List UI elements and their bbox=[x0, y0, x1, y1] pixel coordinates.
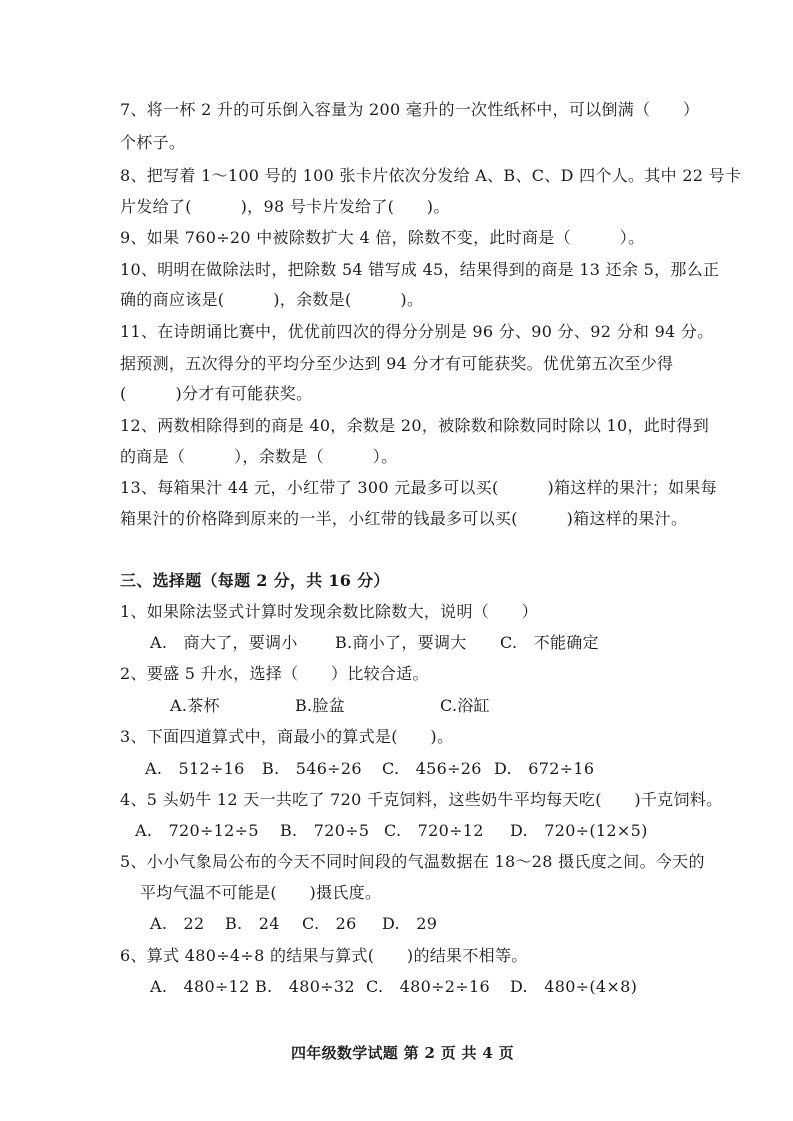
question-8-line-2: 片发给了( )，98 号卡片发给了( )。 bbox=[120, 197, 450, 216]
choice-3-stem: 3、下面四道算式中，商最小的算式是( )。 bbox=[120, 727, 454, 746]
choice-5-stem-line-2: 平均气温不可能是( )摄氏度。 bbox=[140, 883, 382, 902]
question-13-line-1: 13、每箱果汁 44 元，小红带了 300 元最多可以买( )箱这样的果汁；如果每 bbox=[120, 478, 717, 497]
question-10-line-2: 确的商应该是( )，余数是( )。 bbox=[120, 290, 424, 309]
choice-2-option-b: B.脸盆 bbox=[295, 696, 346, 715]
choice-5-option-d: D. 29 bbox=[382, 914, 438, 933]
question-7-line-2: 个杯子。 bbox=[120, 133, 186, 152]
question-9-line-1: 9、如果 760÷20 中被除数扩大 4 倍，除数不变，此时商是（ ）。 bbox=[120, 228, 645, 247]
choice-4-option-a: A. 720÷12÷5 bbox=[135, 821, 259, 840]
choice-5-option-b: B. 24 bbox=[225, 914, 280, 933]
question-8-line-1: 8、把写着 1～100 号的 100 张卡片依次分发给 A、B、C、D 四个人。其中 22 号卡 bbox=[120, 166, 742, 185]
question-12-line-1: 12、两数相除得到的商是 40，余数是 20，被除数和除数同时除以 10，此时得到 bbox=[120, 416, 709, 435]
choice-4-stem: 4、5 头奶牛 12 天一共吃了 720 千克饲料，这些奶牛平均每天吃( )千克饲料。 bbox=[120, 790, 723, 809]
choice-2-option-c: C.浴缸 bbox=[440, 696, 490, 715]
section-title: 三、选择题（每题 2 分，共 16 分） bbox=[120, 571, 390, 590]
choice-3-option-b: B. 546÷26 bbox=[262, 759, 362, 778]
choice-3-option-a: A. 512÷16 bbox=[145, 759, 245, 778]
question-7-line-1: 7、将一杯 2 升的可乐倒入容量为 200 毫升的一次性纸杯中，可以倒满（ ） bbox=[120, 100, 700, 119]
choice-5-stem-line-1: 5、小小气象局公布的今天不同时间段的气温数据在 18～28 摄氏度之间。今天的 bbox=[120, 852, 705, 871]
choice-1-option-a: A. 商大了，要调小 bbox=[150, 633, 298, 652]
choice-5-option-c: C. 26 bbox=[302, 914, 357, 933]
choice-3-option-d: D. 672÷16 bbox=[494, 759, 595, 778]
choice-5-option-a: A. 22 bbox=[150, 914, 205, 933]
choice-6-option-d: D. 480÷(4×8) bbox=[510, 977, 638, 996]
choice-4-option-d: D. 720÷(12×5) bbox=[510, 821, 648, 840]
question-11-line-3: ( )分才有可能获奖。 bbox=[120, 384, 313, 403]
choice-3-option-c: C. 456÷26 bbox=[382, 759, 482, 778]
question-11-line-2: 据预测，五次得分的平均分至少达到 94 分才有可能获奖。优优第五次至少得 bbox=[120, 354, 674, 373]
question-11-line-1: 11、在诗朗诵比赛中，优优前四次的得分分别是 96 分、90 分、92 分和 94 分。 bbox=[120, 322, 714, 341]
question-10-line-1: 10、明明在做除法时，把除数 54 错写成 45，结果得到的商是 13 还余 5，那么正 bbox=[120, 260, 720, 279]
choice-2-option-a: A.茶杯 bbox=[170, 696, 220, 715]
choice-4-option-b: B. 720÷5 bbox=[280, 821, 370, 840]
choice-6-stem: 6、算式 480÷4÷8 的结果与算式( )的结果不相等。 bbox=[120, 946, 528, 965]
page-footer: 四年级数学试题 第 2 页 共 4 页 bbox=[291, 1044, 514, 1062]
choice-6-option-c: C. 480÷2÷16 bbox=[366, 977, 490, 996]
choice-1-stem: 1、如果除法竖式计算时发现余数比除数大，说明（ ） bbox=[120, 602, 538, 621]
choice-1-option-c: C. 不能确定 bbox=[500, 633, 599, 652]
choice-4-option-c: C. 720÷12 bbox=[384, 821, 484, 840]
question-12-line-2: 的商是（ ），余数是（ ）。 bbox=[120, 447, 398, 466]
choice-6-option-a: A. 480÷12 bbox=[150, 977, 250, 996]
choice-2-stem: 2、要盛 5 升水，选择（ ）比较合适。 bbox=[120, 664, 429, 683]
choice-1-option-b: B.商小了，要调大 bbox=[335, 633, 467, 652]
choice-6-option-b: B. 480÷32 bbox=[255, 977, 355, 996]
question-13-line-2: 箱果汁的价格降到原来的一半，小红带的钱最多可以买( )箱这样的果汁。 bbox=[120, 509, 688, 528]
